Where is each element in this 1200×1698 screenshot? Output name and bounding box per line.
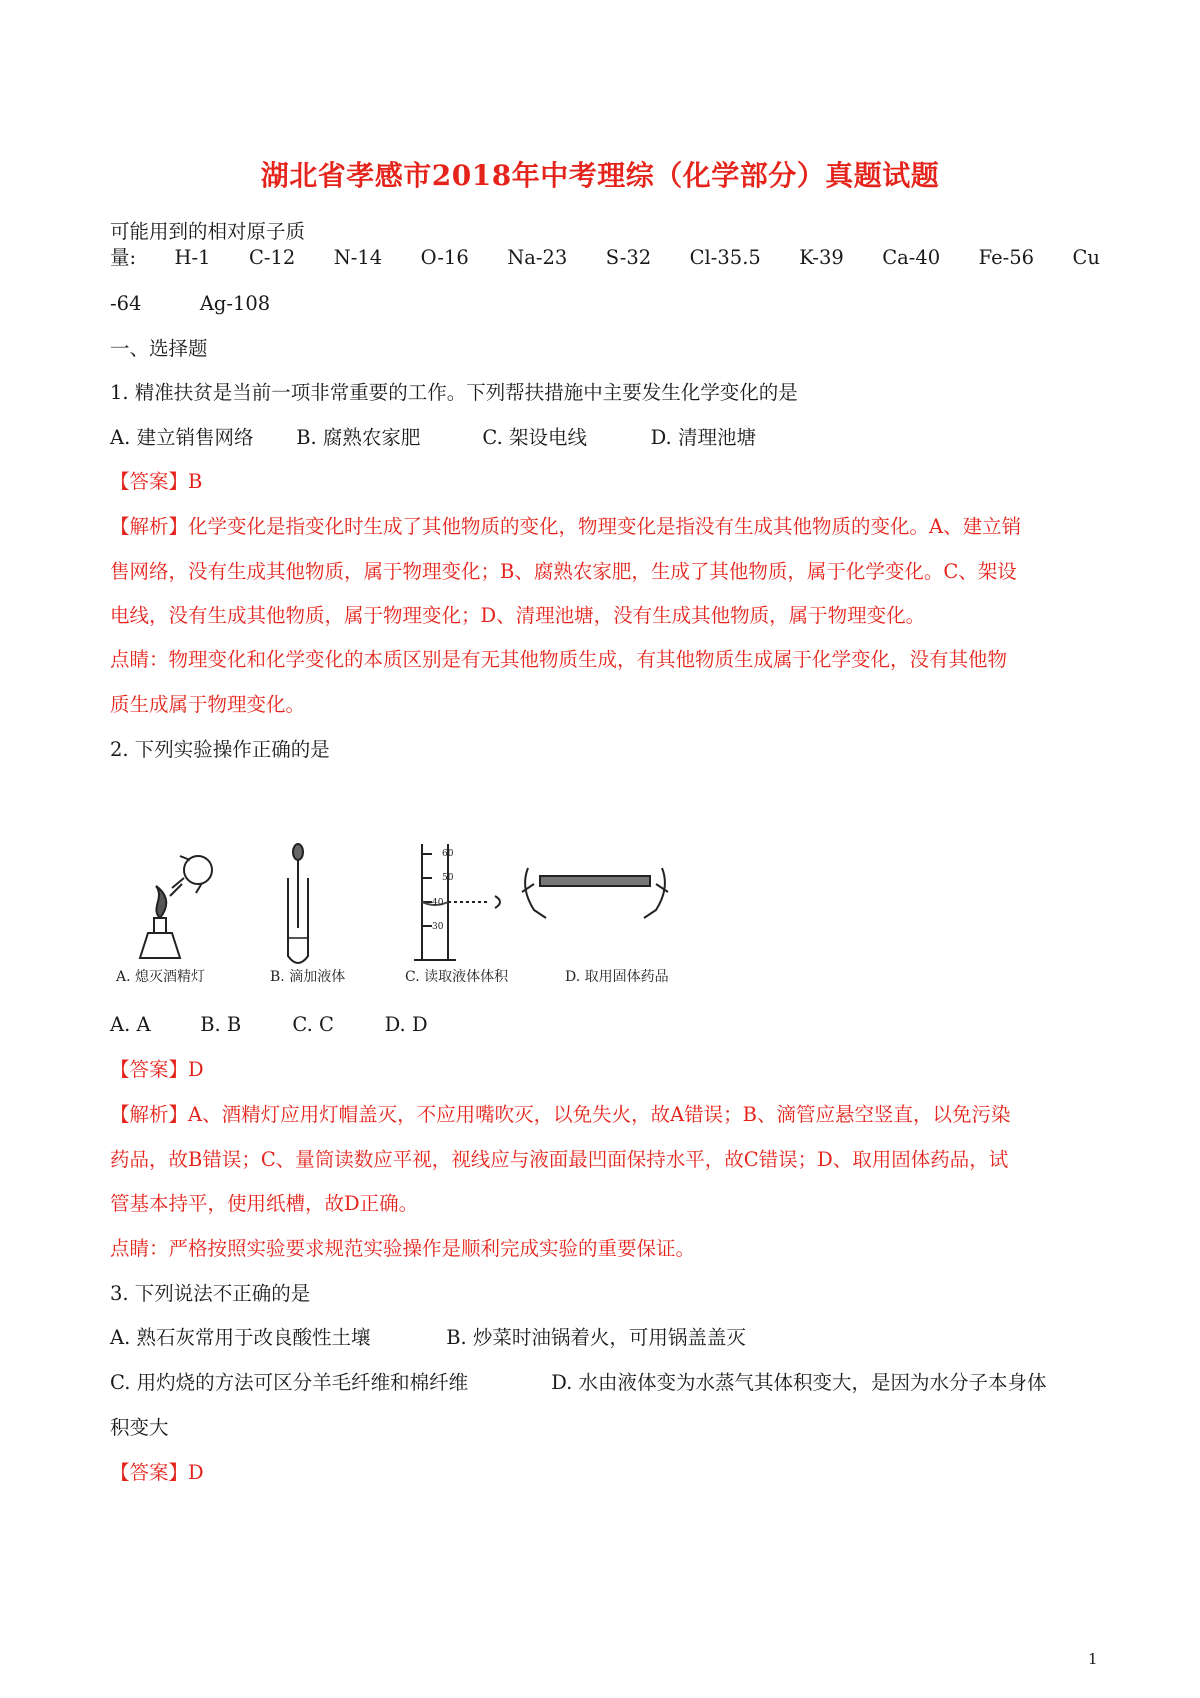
- question-2-options: [110, 1010, 428, 1040]
- option-d-continued: 积变大: [110, 1416, 169, 1439]
- mass-item: K-39: [799, 246, 844, 269]
- mass-prefix: 量:: [110, 246, 137, 269]
- mass-item: -64: [110, 292, 142, 315]
- mass-item: N-14: [333, 246, 383, 269]
- analysis-2-line: 【解析】A、酒精灯应用灯帽盖灭，不应用嘴吹灭，以免失火，故A错误；B、滴管应悬空竖直，以免污染: [110, 1103, 1011, 1126]
- option-a: A. 建立销售网络: [110, 426, 254, 449]
- option-d: D. D: [384, 1013, 428, 1036]
- option-a: A. 熟石灰常用于改良酸性土壤: [110, 1326, 371, 1349]
- cylinder-tick-label: 40: [432, 898, 444, 908]
- analysis-1-line: 售网络，没有生成其他物质，属于物理变化；B、腐熟农家肥，生成了其他物质，属于化学变化。C、架设: [110, 560, 1017, 583]
- figure-label-b: B. 滴加液体: [270, 969, 346, 985]
- mass-item: H-1: [174, 246, 211, 269]
- graduated-cylinder-icon: [414, 844, 500, 960]
- answer-3: 【答案】D: [110, 1461, 204, 1484]
- tip-1-line: 质生成属于物理变化。: [110, 693, 306, 716]
- figure-label-d: D. 取用固体药品: [565, 969, 669, 985]
- option-b: B. B: [200, 1013, 242, 1036]
- question-1-stem: 1. 精准扶贫是当前一项非常重要的工作。下列帮扶措施中主要发生化学变化的是: [110, 381, 798, 404]
- mass-item: O-16: [420, 246, 469, 269]
- figure-label-a: A. 熄灭酒精灯: [116, 969, 206, 985]
- section-heading: 一、选择题: [110, 337, 208, 360]
- mass-item: S-32: [605, 246, 652, 269]
- mass-item: C-12: [248, 246, 296, 269]
- document-title: 湖北省孝感市2018年中考理综（化学部分）真题试题: [260, 159, 940, 192]
- mass-item: Ag-108: [199, 292, 271, 315]
- question-3-options-row2: [110, 1368, 1047, 1398]
- analysis-2-line: 药品，故B错误；C、量筒读数应平视，视线应与液面最凹面保持水平，故C错误；D、取用固体药品，试: [110, 1148, 1009, 1171]
- solid-reagent-icon: [522, 868, 668, 918]
- question-2-stem: 2. 下列实验操作正确的是: [110, 738, 330, 761]
- cylinder-tick-label: 60: [442, 849, 454, 859]
- mass-continued: [110, 289, 270, 319]
- answer-1: 【答案】B: [110, 470, 203, 493]
- tip-1-line: 点睛：物理变化和化学变化的本质区别是有无其他物质生成，有其他物质生成属于化学变化，没有其他物: [110, 648, 1008, 671]
- cylinder-tick-label: 30: [432, 922, 444, 932]
- tip-2-line: 点睛：严格按照实验要求规范实验操作是顺利完成实验的重要保证。: [110, 1237, 696, 1260]
- cylinder-tick-label: 50: [442, 873, 454, 883]
- question-3-options-row1: [110, 1323, 746, 1353]
- analysis-2-line: 管基本持平，使用纸槽，故D正确。: [110, 1192, 419, 1215]
- question-1-options: [110, 423, 756, 453]
- mass-item: Cu: [1072, 246, 1100, 269]
- test-tube-icon: [288, 844, 308, 963]
- option-c: C. 用灼烧的方法可区分羊毛纤维和棉纤维: [110, 1371, 469, 1394]
- option-a: A. A: [110, 1013, 151, 1036]
- mass-item: Fe-56: [978, 246, 1035, 269]
- option-d: D. 水由液体变为水蒸气其体积变大，是因为水分子本身体: [551, 1371, 1047, 1394]
- alcohol-lamp-icon: [140, 856, 212, 958]
- figure-label-c: C. 读取液体体积: [405, 969, 509, 985]
- mass-item: Ca-40: [882, 246, 941, 269]
- answer-2: 【答案】D: [110, 1058, 204, 1081]
- analysis-1-line: 电线，没有生成其他物质，属于物理变化；D、清理池塘，没有生成其他物质，属于物理变化。: [110, 604, 926, 627]
- question-3-stem: 3. 下列说法不正确的是: [110, 1282, 311, 1305]
- option-c: C. C: [292, 1013, 334, 1036]
- option-c: C. 架设电线: [482, 426, 588, 449]
- intro-line: 可能用到的相对原子质: [110, 220, 306, 243]
- atomic-mass-row: [110, 243, 1100, 273]
- lab-operations-figure: [110, 838, 710, 988]
- option-b: B. 炒菜时油锅着火，可用锅盖盖灭: [446, 1326, 746, 1349]
- mass-item: Na-23: [507, 246, 568, 269]
- option-b: B. 腐熟农家肥: [296, 426, 421, 449]
- option-d: D. 清理池塘: [650, 426, 756, 449]
- analysis-1-line: 【解析】化学变化是指变化时生成了其他物质的变化，物理变化是指没有生成其他物质的变化。A、建立销: [110, 515, 1022, 538]
- mass-item: Cl-35.5: [689, 246, 761, 269]
- page-number: 1: [1088, 1650, 1098, 1668]
